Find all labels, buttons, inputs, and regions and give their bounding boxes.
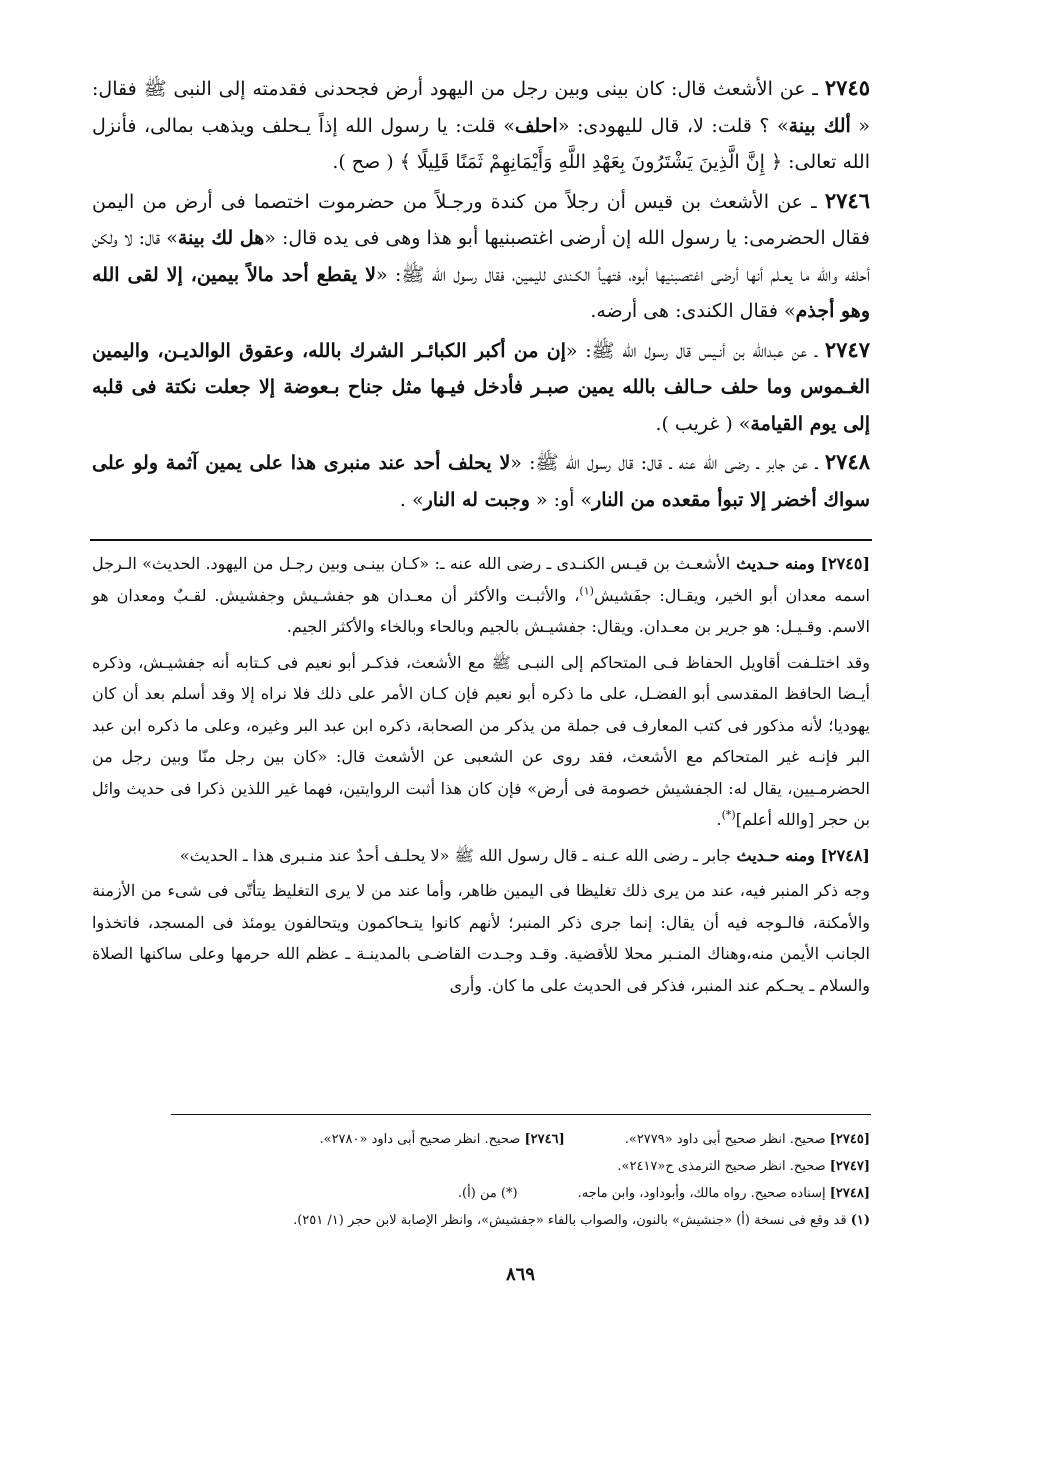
- commentary-text: جابر ـ رضى الله عـنه ـ قال رسول الله ﷺ «لا يحلـف أحدٌ عند منـبرى هذا ـ الحديث»: [179, 845, 731, 865]
- commentary-text: ، والأثبـت والأكثر أن معـدان هو جفشـيش وجفشيش. لقـبٌ ومعدان هو الاسم. وقـيـل: هو جرير بن معـدان. ويقال: جفشيـش بالجيم وبالحاء وبالخاء والأكثر الجيم.: [92, 585, 870, 636]
- footnote-line: [92, 1126, 870, 1153]
- hadith-text: » .: [399, 488, 424, 511]
- hadith-2747: [92, 332, 870, 443]
- commentary-lead: ومنه حـديث: [730, 845, 821, 865]
- commentary-text: وقد اختلـفت أقاويل الحفاظ فـى المتحاكم إلى النبـى ﷺ مع الأشعث، فذكـر أبو نعيم فى كـتابه أنه جفشيـش، وذكره أيـضا الحافظ المقدسى أبو الفضـل، على ما ذكره أبو نعيم فإن كـان الأمر على ذلك فلا نراه إلا وقد أسلم بعد أن كان يهوديا؛ لأنه مذكور فى كتب المعارف فى جملة من يذكر من الصحابة، ذكره ابن عبد البر وغيره، وعلى ما ذكره ابن عبد البر فإنـه غير المتحاكم مع الأشعث، فقد روى عن الشعبى عن الأشعث قال: «كان بين رجل منّا وبين رجل من الحضرمـيين، يقال له: الجفشيش خصومة فى أرض» فإن كان هذا أثبت الروايتين، فهما غير اللذين ذكرا فى حديث وائل بن حجر [والله أعلم]: [92, 652, 870, 829]
- separator: ـ: [808, 452, 825, 474]
- commentary-section: [92, 548, 870, 1005]
- commentary-2745: [92, 548, 870, 643]
- footnotes: [92, 1126, 870, 1234]
- hadith-text: » قلت: يا رسول الله إذاً يـحلف ويذهب بمالى، فأنزل الله تعالى: ﴿ إِنَّ الَّذِينَ يَشْتَرُونَ بِعَهْدِ اللَّهِ وَأَيْمَانِهِمْ ثَمَنًا قَلِيلًا ﴾ ( صح ).: [92, 114, 870, 173]
- hadith-text: عن جابر ـ رضى الله عنه ـ قال: قال رسول الله ﷺ: «: [510, 452, 809, 474]
- footnote-line: [92, 1207, 870, 1234]
- prophetic-words: إن من أكبر الكبائـر الشرك بالله، وعقوق الوالديـن، واليمين الغـموس وما حلف حـالف بالله يمين صبـر فأدخل فيـها مثل جناح بـعوضة إلا جعلت نكتة فى قلبه إلى يوم القيامة: [92, 339, 870, 435]
- footnote-text: إسناده صحيح. رواه مالك، وأبوداود، وابن ماجه.: [577, 1186, 830, 1201]
- footnote-marker: (١): [579, 584, 594, 598]
- separator: ـ: [807, 339, 825, 362]
- footnote-text: صحيح. انظر صحيح الترمذى ح«٢٤١٧».: [617, 1159, 830, 1174]
- commentary-paragraph: [92, 647, 870, 836]
- prophetic-words: ألك بينة: [788, 114, 851, 137]
- hadith-text: » فقال الكندى: هى أرضه.: [590, 300, 796, 322]
- footnote-number: [٢٧٤٥]: [829, 1132, 870, 1147]
- footnote-text: (*) من (أ).: [457, 1186, 518, 1201]
- hadith-number: ٢٧٤٨: [824, 449, 870, 474]
- hadith-number: ٢٧٤٥: [824, 75, 870, 100]
- hadith-text: » ؟ قلت: لا، قال لليهودى: «: [557, 114, 789, 137]
- footnote-text: صحيح. انظر صحيح أبى داود «٢٧٧٩».: [624, 1132, 830, 1147]
- footnote-divider: [171, 1114, 871, 1115]
- hadith-text: » قال: لا ولكن أحلفه والله ما يعـلم أنها أرضى اغتصبنيها أبوه، فتهيأ الكـندى لليمين، فقال رسول الله ﷺ: «: [92, 227, 870, 286]
- footnote-number: [٢٧٤٨]: [829, 1186, 870, 1201]
- hadith-2748: [92, 444, 870, 518]
- commentary-text: وجه ذكر المنبر فيه، عند من يرى ذلك تغليظا فى اليمين ظاهر، وأما عند من لا يرى التغليظ يتأتّى فى شىء من الأزمنة والأمكنة، فالـوجه فيه أن يقال: إنما جرى ذكر المنبر؛ لأنهم كانوا يتـحاكمون ويتحالفون يومئذ فى المسجد، فاتخذوا الجانب الأيمن منه،وهناك المنـبر محلا للأقضية. وقـد وجـدت القاضـى بالمدينـة ـ عظم الله حرمها وعلى ساكنها الصلاة والسلام ـ يحـكم عند المنبر، فذكر فى الحديث على ما كان. وأرى: [92, 881, 870, 995]
- footnote-line: [92, 1153, 870, 1180]
- hadith-section: [92, 70, 870, 520]
- hadith-2746: [92, 183, 870, 330]
- prophetic-words: هل لك بينة: [177, 227, 265, 249]
- prophetic-words: وجبت له النار: [423, 488, 530, 511]
- commentary-2748: [92, 840, 870, 872]
- hadith-text: » ( غريب ).: [655, 412, 751, 435]
- commentary-text: .: [716, 810, 722, 829]
- commentary-paragraph: [92, 875, 870, 1001]
- footnote-marker: (*): [721, 808, 736, 822]
- footnote-text: صحيح. انظر صحيح أبى داود «٢٧٨٠».: [319, 1132, 525, 1147]
- hadith-text: عن الأشعث بن قيس أن رجلاً من كندة ورجـلاً من حضرموت اختصما فى أرض من اليمن فقال الحضرمى: يا رسول الله إن أرضى اغتصبنيها أبو هذا وهى فى يده قال: «: [92, 190, 870, 249]
- section-divider: [90, 539, 872, 541]
- hadith-2745: [92, 70, 870, 181]
- hadith-number: ٢٧٤٧: [824, 336, 870, 362]
- separator: ـ: [805, 78, 825, 100]
- commentary-lead: ومنه حـديث: [730, 554, 821, 573]
- hadith-text: عن الأشعث قال: كان بينى وبين رجل من اليهود أرض فجحدنى فقدمته إلى النبى ﷺ فقال: «: [92, 78, 871, 137]
- hadith-text: عن عبدالله بن أنـيس قال رسول الله ﷺ: «: [565, 339, 808, 362]
- prophetic-words: احلف: [514, 114, 558, 137]
- footnote-number: [٢٧٤٧]: [829, 1159, 870, 1174]
- separator: ـ: [803, 190, 825, 213]
- hadith-number: ٢٧٤٦: [824, 187, 870, 213]
- hadith-text: » أو: «: [529, 488, 593, 511]
- prophetic-words: لا يقطع أحد مالاً بيمين، إلا لقى الله وهو أجذم: [92, 263, 870, 322]
- page-number: ٨٦٩: [505, 1264, 535, 1285]
- prophetic-words: لا يحلف أحد عند منبرى هذا على يمين آثمة ولو على سواك أخضر إلا تبوأ مقعده من النار: [92, 452, 870, 511]
- commentary-number: [٢٧٤٨]: [820, 845, 870, 865]
- footnote-number: [٢٧٤٦]: [524, 1132, 565, 1147]
- footnote-number: (١): [850, 1213, 870, 1228]
- commentary-number: [٢٧٤٥]: [820, 554, 871, 573]
- footnote-line: [92, 1180, 870, 1207]
- commentary-text: الأشعـث بن قيـس الكنـدى ـ رضى الله عنه ـ: «كـان بينـى وبين رجـل من اليهود. الحديث» الـرجل اسمه معدان أبو الخير، ويقـال: جفَشيش: [92, 554, 871, 605]
- footnote-text: قد وقع فى نسخة (أ) «جنشيش» بالنون، والصواب بالفاء «جفشيش»، وانظر الإصابة لابن حجر (١/ ٢٥١).: [293, 1213, 851, 1228]
